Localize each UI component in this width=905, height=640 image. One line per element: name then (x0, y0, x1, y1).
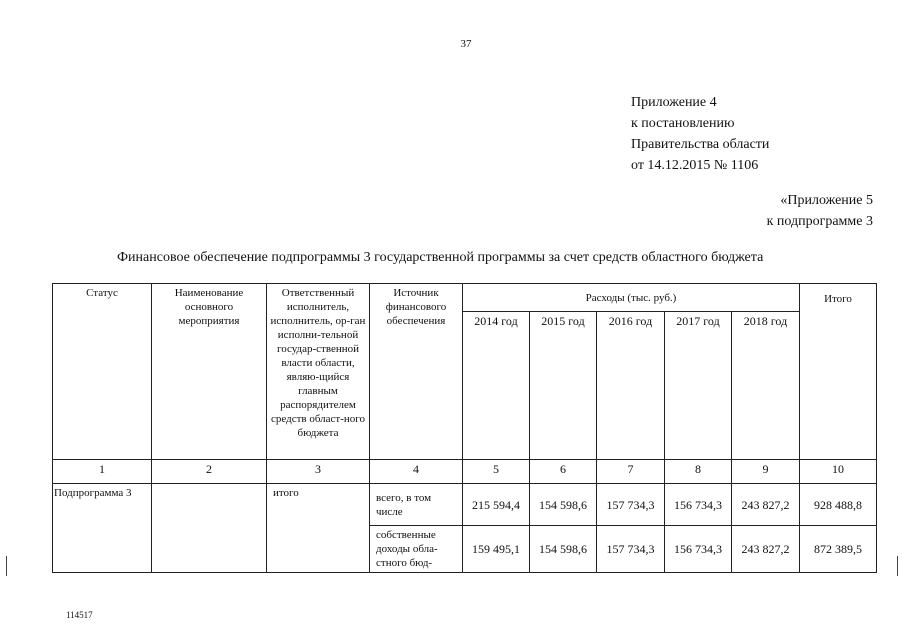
appendix-line-4: от 14.12.2015 № 1106 (631, 158, 759, 173)
scan-mark-right (897, 556, 898, 576)
row-total: 872 389,5 (800, 526, 877, 573)
header-status: Статус (53, 284, 152, 460)
column-number: 7 (597, 460, 665, 484)
column-number: 3 (267, 460, 370, 484)
header-row-1 (53, 284, 877, 312)
header-year-2016: 2016 год (597, 312, 665, 460)
row-value-2014: 215 594,4 (463, 484, 530, 526)
appendix-block (631, 92, 769, 176)
appendix-line-1: Приложение 4 (631, 95, 717, 110)
row-value-2015: 154 598,6 (530, 526, 597, 573)
row-status: Подпрограмма 3 (53, 484, 152, 573)
column-number: 1 (53, 460, 152, 484)
row-value-2015: 154 598,6 (530, 484, 597, 526)
column-number: 2 (152, 460, 267, 484)
row-source: собственные доходы обла-стного бюд- (370, 526, 463, 573)
sub-appendix-line-1: «Приложение 5 (780, 193, 873, 208)
row-value-2014: 159 495,1 (463, 526, 530, 573)
header-year-2018: 2018 год (732, 312, 800, 460)
column-number: 4 (370, 460, 463, 484)
sub-appendix-block (767, 190, 873, 232)
header-name: Наименование основного мероприятия (152, 284, 267, 460)
column-number-row (53, 460, 877, 484)
row-total: 928 488,8 (800, 484, 877, 526)
row-name (152, 484, 267, 573)
appendix-line-2: к постановлению (631, 116, 735, 131)
sub-appendix-line-2: к подпрограмме 3 (766, 214, 873, 229)
column-number: 6 (530, 460, 597, 484)
row-value-2018: 243 827,2 (732, 526, 800, 573)
row-value-2017: 156 734,3 (665, 526, 732, 573)
footer-code: 114517 (66, 610, 93, 620)
row-value-2017: 156 734,3 (665, 484, 732, 526)
column-number: 8 (665, 460, 732, 484)
column-number: 5 (463, 460, 530, 484)
appendix-line-3: Правительства области (631, 137, 770, 152)
header-expenses: Расходы (тыс. руб.) (463, 284, 800, 312)
header-year-2017: 2017 год (665, 312, 732, 460)
header-executor: Ответственный исполнитель, исполнитель, ор-ган исполни-тельной государ-ственной власти области, являю-щийся главным распорядителем средств област-ного бюджета (267, 284, 370, 460)
row-value-2018: 243 827,2 (732, 484, 800, 526)
row-source: всего, в том числе (370, 484, 463, 526)
row-executor: итого (267, 484, 370, 573)
page-number: 37 (460, 38, 472, 50)
row-value-2016: 157 734,3 (597, 526, 665, 573)
column-number: 9 (732, 460, 800, 484)
header-total: Итого (800, 284, 877, 460)
document-title: Финансовое обеспечение подпрограммы 3 государственной программы за счет средств областного бюджета (117, 250, 764, 265)
header-year-2015: 2015 год (530, 312, 597, 460)
scan-mark-left (6, 556, 7, 576)
budget-table (52, 283, 877, 573)
row-value-2016: 157 734,3 (597, 484, 665, 526)
header-year-2014: 2014 год (463, 312, 530, 460)
table-row (53, 484, 877, 526)
header-source: Источник финансового обеспечения (370, 284, 463, 460)
column-number: 10 (800, 460, 877, 484)
